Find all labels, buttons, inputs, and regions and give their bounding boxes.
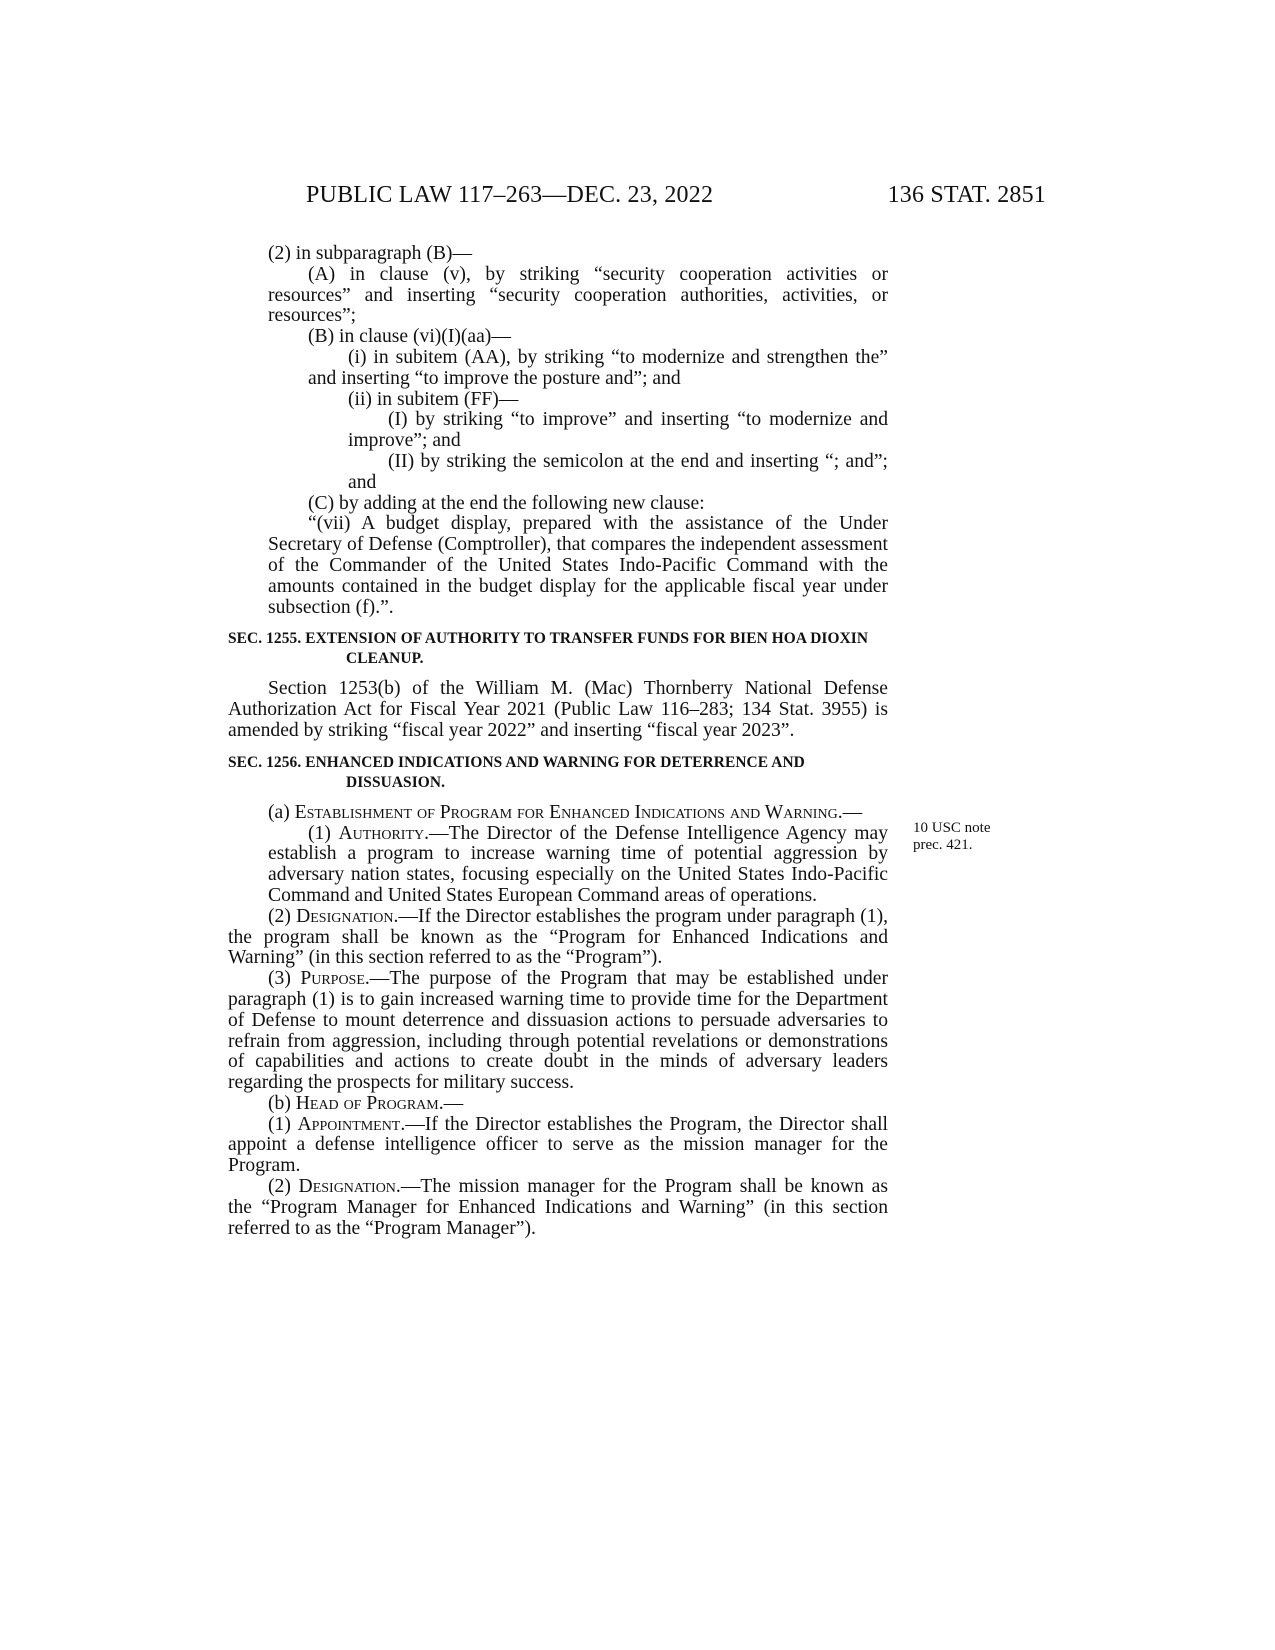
subsection-b-heading: (b) Head of Program.—	[268, 1092, 464, 1114]
margin-note-line: 10 USC note	[913, 820, 991, 836]
paragraph-b1: (1) Appointment.—If the Director establishes the Program, the Director shall appoint a defense intelligence officer to serve as the mission manager for the Program.	[228, 1113, 888, 1177]
quoted-new-clause: “(vii) A budget display, prepared with the assistance of the Under Secretary of Defense (Comptroller), that compares the independent assessment of the Commander of the United States Indo-Pacific Command with the amounts contained in the budget display for the applicable fiscal year under subsection (f).”.	[268, 513, 888, 618]
amendment-subparagraph: (A) in clause (v), by striking “security cooperation activities or resources” and inserting “security cooperation authorities, activities, or resources”;	[268, 263, 888, 327]
amendment-clause: (ii) in subitem (FF)—	[348, 388, 519, 410]
amendment-subclause: (II) by striking the semicolon at the end and inserting “; and”; and	[348, 450, 888, 493]
paragraph-a3: (3) Purpose.—The purpose of the Program that may be established under paragraph (1) is to gain increased warning time to provide time for the Department of Defense to mount deterrence and dissuasion actions to persuade adversaries to refrain from aggression, including through potential revelations or demonstrations of capabilities and actions to create doubt in the minds of adversary leaders regarding the prospects for military success.	[228, 968, 888, 1094]
paragraph-a1: (1) Authority.—The Director of the Defense Intelligence Agency may establish a program to increase warning time of potential aggression by adversary nation states, focusing especially on the United States Indo-Pacific Command and United States European Command areas of operations.	[268, 822, 888, 906]
paragraph-a2: (2) Designation.—If the Director establishes the program under paragraph (1), the program shall be known as the “Program for Enhanced Indications and Warning” (in this section referred to as the “Program”).	[228, 905, 888, 969]
amendment-paragraph: (2) in subparagraph (B)—	[268, 243, 473, 264]
section-text-1255: Section 1253(b) of the William M. (Mac) Thornberry National Defense Authorization Act for Fiscal Year 2021 (Public Law 116–283; 134 Stat. 3955) is amended by striking “fiscal year 2022” and inserting “fiscal year 2023”.	[228, 678, 888, 741]
amendment-clause: (i) in subitem (AA), by striking “to modernize and strengthen the” and inserting “to improve the posture and”; and	[308, 346, 888, 389]
running-header-page-number: 136 STAT. 2851	[887, 182, 1046, 208]
paragraph-b2: (2) Designation.—The mission manager for the Program shall be known as the “Program Manager for Enhanced Indications and Warning” (in this section referred to as the “Program Manager”).	[228, 1176, 888, 1239]
section-heading-1255: SEC. 1255. EXTENSION OF AUTHORITY TO TRANSFER FUNDS FOR BIEN HOA DIOXIN CLEANUP.	[228, 630, 869, 668]
amendment-subclause: (I) by striking “to improve” and inserting “to modernize and improve”; and	[348, 409, 888, 452]
amendment-subparagraph: (C) by adding at the end the following new clause:	[308, 492, 705, 514]
margin-note-line: prec. 421.	[913, 837, 973, 853]
running-header-title: PUBLIC LAW 117–263—DEC. 23, 2022	[306, 182, 714, 208]
subsection-a-heading: (a) Establishment of Program for Enhanced Indications and Warning.—	[268, 801, 863, 823]
section-heading-1256: SEC. 1256. ENHANCED INDICATIONS AND WARNING FOR DETERRENCE AND DISSUASION.	[228, 753, 805, 791]
amendment-subparagraph: (B) in clause (vi)(I)(aa)—	[308, 326, 511, 348]
margin-citation-note	[913, 820, 991, 854]
document-body	[228, 244, 888, 1239]
